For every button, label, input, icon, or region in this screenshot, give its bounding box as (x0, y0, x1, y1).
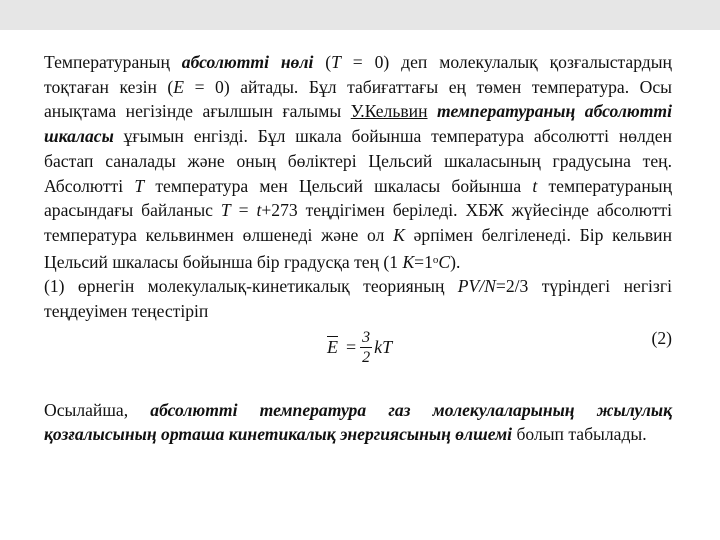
symbol-PV-N: PV/N (457, 276, 496, 297)
symbol-T: Т (220, 200, 231, 221)
link-kelvin[interactable]: У.Кельвин (350, 101, 428, 122)
text: ). (450, 251, 461, 272)
text (428, 101, 438, 121)
fraction-denominator: 2 (362, 348, 371, 366)
text: = (230, 200, 257, 221)
symbol-t: t (532, 175, 538, 196)
formula-row (44, 326, 672, 378)
term-definition: абсолютті температура газ молекулаларының жылулық қозғалысының орташа кинетикалық энергиясының өлшемі (44, 399, 672, 445)
text: Осылайша, (44, 399, 151, 420)
text: (1) өрнегін молекулалық-кинетикалық теорияның (44, 276, 458, 297)
text: әрпімен белгіленеді. Бір кельвин Цельсий шкаласы бойынша бір градусқа тең (1 (44, 224, 673, 272)
symbol-K: К (393, 224, 405, 245)
symbol-t: t (256, 200, 262, 221)
equation-number: (2) (651, 327, 672, 348)
symbol-T: Т (331, 52, 341, 72)
text: Температураның (44, 52, 182, 72)
degree-sign: о (432, 253, 439, 266)
spacer (44, 378, 672, 398)
text: болып табылады. (512, 424, 647, 445)
symbol-E: Е (173, 76, 185, 97)
document-body (44, 50, 672, 447)
formula-lhs: $\overline{E}$ (327, 336, 338, 357)
text: температура мен Цельсий шкаласы бойынша (144, 175, 533, 196)
paragraph-1 (44, 50, 672, 274)
symbol-C: С (438, 251, 451, 272)
text: =2/3 түріндегі негізгі теңдеуімен теңестіріп (44, 276, 672, 322)
header-band (0, 0, 720, 30)
text: ұғымын енгізді. Бұл шкала бойынша температура абсолютті нөлден бастап саналады және оның бөліктері Цельсий шкаласының градусына тең. Абсолютті (44, 126, 672, 196)
formula (327, 328, 392, 367)
text: +273 теңдігімен беріледі. ХБЖ жүйесінде абсолютті температура кельвинмен өлшенеді және ол (44, 200, 672, 245)
term-absolute-scale: температураның абсолютті шкаласы (44, 101, 672, 147)
formula-fraction (360, 328, 372, 367)
symbol-T: Т (134, 175, 145, 196)
term-absolute-zero: абсолютті нөлі (181, 52, 314, 72)
text: температураның арасындағы байланыс (44, 175, 672, 221)
paragraph-2 (44, 274, 672, 323)
formula-rhs: kT (374, 336, 393, 357)
text: = 0) деп молекулалық қозғалыстардың тоқтаған кезін ( (44, 52, 672, 97)
text: = 0) айтады. Бұл табиғаттағы ең төмен температура. Осы анықтама негізінде ағылшын ғалымы (44, 76, 672, 122)
text: ( (313, 52, 332, 72)
fraction-numerator: 3 (362, 328, 371, 346)
text: =1 (414, 251, 433, 272)
paragraph-3 (44, 398, 672, 447)
symbol-K: К (402, 251, 415, 272)
formula-equals: = (346, 336, 357, 357)
